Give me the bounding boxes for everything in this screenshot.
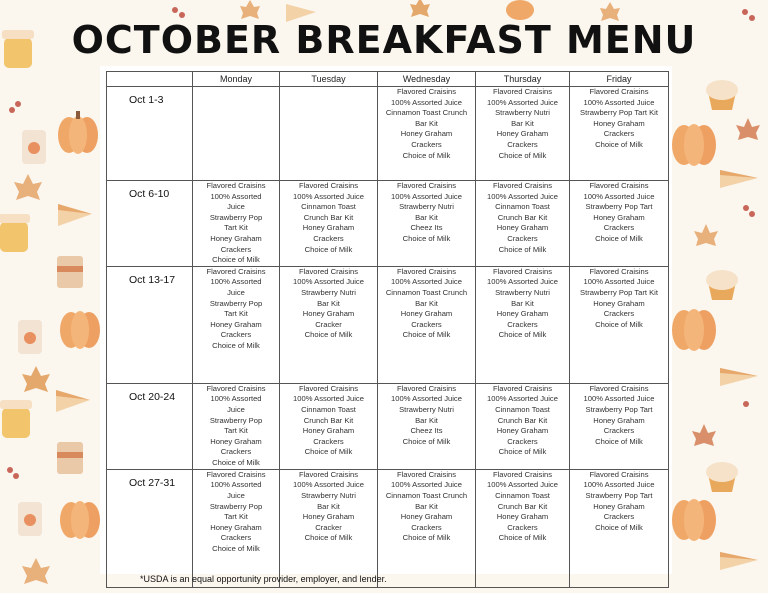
menu-item: Crackers: [411, 522, 442, 532]
day-header: Wednesday: [378, 72, 476, 87]
menu-item: Honey Graham: [496, 309, 549, 319]
honey-jar-icon: [0, 400, 32, 438]
menu-item: Cinnamon Toast: [495, 202, 550, 212]
maple-leaf-icon: [240, 0, 260, 19]
menu-item: 100% Assorted Juice: [583, 480, 655, 490]
menu-cell: [378, 87, 476, 181]
menu-item: Crunch Bar Kit: [497, 501, 548, 511]
menu-item: Honey Graham: [593, 415, 645, 425]
menu-item: Strawberry Pop Tart: [585, 404, 653, 414]
pie-slice-icon: [58, 204, 92, 226]
day-header: Tuesday: [280, 72, 378, 87]
menu-item: Crackers: [313, 436, 344, 446]
menu-cell: [193, 87, 280, 181]
menu-item: Tart Kit: [224, 309, 248, 319]
menu-item: Choice of Milk: [304, 330, 353, 340]
menu-cell: [280, 469, 378, 587]
menu-item: 100% Assorted Juice: [293, 191, 364, 201]
menu-item: Crackers: [507, 139, 538, 149]
muffin-icon: [706, 462, 738, 492]
menu-item: Flavored Craisins: [396, 87, 457, 96]
menu-item: Strawberry Nutri: [301, 490, 356, 500]
menu-cell: [476, 469, 570, 587]
menu-item: Choice of Milk: [402, 233, 451, 243]
menu-cell: [280, 181, 378, 267]
page-title: OCTOBER BREAKFAST MENU: [71, 18, 697, 62]
menu-item: Juice: [227, 490, 245, 500]
left-decorations: [0, 30, 100, 584]
menu-item: Crackers: [507, 436, 538, 446]
menu-item: Flavored Craisins: [206, 383, 266, 393]
berry-icon: [172, 7, 178, 13]
menu-item: Honey Graham: [400, 512, 453, 522]
menu-item: Choice of Milk: [304, 244, 353, 254]
mug-icon: [57, 256, 83, 288]
menu-item: Tart Kit: [224, 512, 248, 522]
menu-item: Flavored Craisins: [589, 266, 649, 276]
menu-item: Flavored Craisins: [492, 266, 553, 276]
week-label: Oct 1-3: [107, 87, 193, 181]
menu-item: Cinnamon Toast: [495, 490, 550, 500]
menu-item: Strawberry Pop Tart Kit: [580, 287, 658, 297]
menu-item: Flavored Craisins: [492, 383, 553, 393]
menu-cell: [280, 87, 378, 181]
menu-item: Flavored Craisins: [396, 181, 457, 190]
menu-item: Strawberry Pop Tart Kit: [580, 108, 658, 118]
menu-item: Honey Graham: [302, 223, 355, 233]
week-row: [107, 383, 669, 469]
menu-cell: [476, 266, 570, 383]
menu-item: 100% Assorted Juice: [391, 191, 462, 201]
berry-icon: [7, 467, 13, 473]
menu-cell: [193, 266, 280, 383]
menu-cell: [378, 383, 476, 469]
menu-item: Flavored Craisins: [396, 383, 457, 393]
menu-item: Honey Graham: [400, 129, 453, 139]
menu-item: Strawberry Pop: [209, 415, 263, 425]
menu-item: Juice: [227, 287, 245, 297]
menu-cell: [193, 181, 280, 267]
menu-item: Choice of Milk: [212, 543, 260, 553]
honey-jar-icon: [0, 214, 30, 252]
menu-item: Bar Kit: [415, 118, 438, 128]
maple-leaf-icon: [14, 174, 42, 200]
menu-item: 100% Assorted Juice: [583, 394, 655, 404]
menu-item: Cheez Its: [410, 223, 443, 233]
pumpkin-icon: [672, 499, 716, 541]
menu-item: Honey Graham: [302, 309, 355, 319]
mug-icon: [57, 442, 83, 474]
menu-item: Bar Kit: [511, 118, 534, 128]
menu-item: Honey Graham: [593, 212, 645, 222]
menu-item: Crackers: [603, 426, 635, 436]
pumpkin-icon: [672, 309, 716, 351]
menu-cell: [280, 383, 378, 469]
week-row: [107, 87, 669, 181]
menu-item: Choice of Milk: [498, 244, 547, 254]
menu-item: 100% Assorted Juice: [487, 191, 558, 201]
menu-item: Strawberry Nutri: [495, 108, 550, 118]
menu-item: Cinnamon Toast Crunch: [385, 287, 468, 297]
menu-item: Crackers: [507, 319, 538, 329]
menu-item: Strawberry Pop Tart: [585, 490, 653, 500]
menu-item: Crackers: [603, 512, 635, 522]
menu-item: 100% Assorted: [210, 394, 262, 404]
pumpkin-icon: [60, 501, 100, 539]
menu-item: Cinnamon Toast: [495, 404, 550, 414]
menu-item: Cinnamon Toast Crunch: [385, 490, 468, 500]
week-row: [107, 181, 669, 267]
menu-item: Honey Graham: [302, 512, 355, 522]
corner-cell: [107, 72, 193, 87]
menu-item: Honey Graham: [593, 298, 645, 308]
berry-icon: [9, 107, 15, 113]
maple-leaf-icon: [22, 558, 50, 584]
menu-item: 100% Assorted Juice: [293, 480, 364, 490]
menu-cell: [378, 266, 476, 383]
menu-item: Flavored Craisins: [492, 469, 553, 479]
menu-item: Crunch Bar Kit: [497, 212, 548, 222]
menu-cell: [570, 469, 669, 587]
menu-item: Honey Graham: [302, 426, 355, 436]
menu-item: Choice of Milk: [595, 139, 643, 149]
menu-item: Tart Kit: [224, 426, 248, 436]
menu-item: Choice of Milk: [402, 436, 451, 446]
menu-cell: [280, 266, 378, 383]
pumpkin-icon: [672, 124, 716, 166]
menu-item: 100% Assorted Juice: [293, 394, 364, 404]
menu-cell: [193, 383, 280, 469]
menu-item: Flavored Craisins: [492, 181, 553, 190]
menu-item: Flavored Craisins: [396, 469, 457, 479]
menu-item: Honey Graham: [496, 129, 549, 139]
day-header: Thursday: [476, 72, 570, 87]
menu-item: Bar Kit: [415, 298, 438, 308]
menu-item: 100% Assorted Juice: [583, 97, 655, 107]
menu-item: Choice of Milk: [595, 436, 643, 446]
menu-cell: [378, 469, 476, 587]
menu-item: Juice: [227, 404, 245, 414]
menu-item: Cracker: [315, 522, 342, 532]
menu-cell: [476, 181, 570, 267]
berry-icon: [742, 9, 748, 15]
menu-item: Flavored Craisins: [589, 181, 649, 190]
week-row: [107, 266, 669, 383]
menu-item: Choice of Milk: [402, 330, 451, 340]
menu-item: Crackers: [603, 129, 635, 139]
muffin-icon: [706, 80, 738, 110]
menu-item: Honey Graham: [496, 426, 549, 436]
week-label: Oct 20-24: [107, 383, 193, 469]
maple-leaf-icon: [736, 118, 760, 140]
usda-footer-note: *USDA is an equal opportunity provider, employer, and lender.: [140, 574, 387, 584]
menu-body: [107, 87, 669, 588]
menu-item: 100% Assorted Juice: [487, 394, 558, 404]
menu-cell: [570, 87, 669, 181]
coffee-cup-icon: [22, 130, 46, 164]
maple-leaf-icon: [410, 0, 430, 17]
menu-item: Cheez Its: [410, 426, 443, 436]
menu-cell: [570, 383, 669, 469]
pie-slice-icon: [720, 552, 758, 570]
menu-item: Crunch Bar Kit: [303, 212, 354, 222]
menu-item: Honey Graham: [400, 309, 453, 319]
menu-item: Crunch Bar Kit: [497, 415, 548, 425]
maple-leaf-icon: [694, 224, 718, 246]
week-label: Oct 27-31: [107, 469, 193, 587]
menu-item: Strawberry Nutri: [301, 287, 356, 297]
maple-leaf-icon: [692, 424, 716, 446]
menu-item: 100% Assorted Juice: [583, 277, 655, 287]
menu-item: Crackers: [313, 233, 344, 243]
pie-slice-icon: [720, 170, 758, 188]
right-decorations: [672, 80, 760, 570]
menu-item: Bar Kit: [415, 212, 438, 222]
menu-item: Cracker: [315, 319, 342, 329]
menu-item: Choice of Milk: [498, 533, 547, 543]
menu-item: Choice of Milk: [498, 150, 547, 160]
menu-item: Cinnamon Toast: [301, 202, 356, 212]
pie-slice-icon: [720, 368, 758, 386]
berry-icon: [15, 101, 21, 107]
coffee-cup-icon: [18, 320, 42, 354]
menu-item: 100% Assorted Juice: [391, 394, 462, 404]
menu-item: Crackers: [411, 319, 442, 329]
berry-icon: [743, 205, 749, 211]
menu-item: Bar Kit: [511, 298, 534, 308]
menu-item: Choice of Milk: [498, 447, 547, 457]
menu-item: Choice of Milk: [595, 319, 643, 329]
menu-item: 100% Assorted Juice: [391, 480, 462, 490]
menu-item: Honey Graham: [210, 233, 262, 243]
pumpkin-icon: [60, 311, 100, 349]
menu-item: Tart Kit: [224, 223, 248, 233]
menu-item: Choice of Milk: [595, 522, 643, 532]
menu-cell: [570, 181, 669, 267]
menu-item: Choice of Milk: [595, 233, 643, 243]
menu-item: Strawberry Pop: [209, 212, 263, 222]
menu-item: Strawberry Nutri: [399, 404, 454, 414]
menu-item: Bar Kit: [415, 501, 438, 511]
header-row: [107, 72, 669, 87]
menu-item: Honey Graham: [593, 501, 645, 511]
menu-item: Crackers: [603, 309, 635, 319]
day-header: Monday: [193, 72, 280, 87]
menu-item: 100% Assorted: [210, 191, 262, 201]
menu-item: Flavored Craisins: [396, 266, 457, 276]
week-row: [107, 469, 669, 587]
menu-item: Crackers: [507, 522, 538, 532]
berry-icon: [749, 211, 755, 217]
menu-item: 100% Assorted Juice: [391, 277, 462, 287]
menu-item: Strawberry Pop: [209, 501, 263, 511]
menu-item: Flavored Craisins: [589, 383, 649, 393]
berry-icon: [743, 401, 749, 407]
menu-item: Flavored Craisins: [589, 87, 649, 96]
week-label: Oct 6-10: [107, 181, 193, 267]
menu-item: Choice of Milk: [304, 447, 353, 457]
day-header: Friday: [570, 72, 669, 87]
pie-slice-icon: [56, 390, 90, 412]
menu-item: Cinnamon Toast Crunch: [385, 108, 468, 118]
menu-item: Choice of Milk: [402, 150, 451, 160]
menu-table: [106, 71, 669, 588]
menu-item: Strawberry Pop: [209, 298, 263, 308]
coffee-cup-icon: [18, 502, 42, 536]
menu-item: Strawberry Pop Tart: [585, 202, 653, 212]
menu-item: Strawberry Nutri: [495, 287, 550, 297]
menu-item: Crackers: [220, 244, 252, 254]
menu-item: Flavored Craisins: [206, 181, 266, 190]
menu-item: Honey Graham: [210, 522, 262, 532]
menu-item: Cinnamon Toast: [301, 404, 356, 414]
menu-cell: [476, 87, 570, 181]
menu-item: Crackers: [220, 447, 252, 457]
menu-item: Bar Kit: [317, 501, 340, 511]
menu-item: Flavored Craisins: [492, 87, 553, 96]
menu-item: 100% Assorted Juice: [487, 277, 558, 287]
menu-item: Flavored Craisins: [298, 383, 359, 393]
pumpkin-icon: [506, 0, 534, 20]
menu-item: Crackers: [220, 533, 252, 543]
menu-cell: [378, 181, 476, 267]
menu-item: Flavored Craisins: [206, 469, 266, 479]
menu-item: 100% Assorted Juice: [583, 191, 655, 201]
menu-cell: [570, 266, 669, 383]
menu-item: 100% Assorted Juice: [487, 480, 558, 490]
berry-icon: [13, 473, 19, 479]
muffin-icon: [706, 270, 738, 300]
menu-item: Strawberry Nutri: [399, 202, 454, 212]
menu-item: Flavored Craisins: [298, 266, 359, 276]
menu-item: Crunch Bar Kit: [303, 415, 354, 425]
menu-item: Flavored Craisins: [206, 266, 266, 276]
pumpkin-icon: [58, 111, 98, 154]
menu-item: Choice of Milk: [498, 330, 547, 340]
menu-item: Flavored Craisins: [589, 469, 649, 479]
menu-item: Choice of Milk: [212, 255, 260, 265]
menu-item: Bar Kit: [317, 298, 340, 308]
menu-item: Honey Graham: [496, 223, 549, 233]
menu-item: Flavored Craisins: [298, 181, 359, 190]
menu-item: Juice: [227, 202, 245, 212]
menu-item: 100% Assorted: [210, 480, 262, 490]
menu-cell: [476, 383, 570, 469]
menu-item: Crackers: [220, 330, 252, 340]
menu-item: Honey Graham: [210, 436, 262, 446]
menu-item: Honey Graham: [593, 118, 645, 128]
menu-item: Honey Graham: [496, 512, 549, 522]
menu-item: Crackers: [411, 139, 442, 149]
menu-item: 100% Assorted Juice: [391, 97, 462, 107]
menu-item: Choice of Milk: [212, 457, 260, 467]
menu-item: Crackers: [507, 233, 538, 243]
menu-item: 100% Assorted Juice: [293, 277, 364, 287]
menu-cell: [193, 469, 280, 587]
menu-item: Honey Graham: [210, 319, 262, 329]
menu-item: 100% Assorted Juice: [487, 97, 558, 107]
week-label: Oct 13-17: [107, 266, 193, 383]
menu-item: Crackers: [603, 223, 635, 233]
menu-item: Choice of Milk: [212, 340, 260, 350]
menu-item: Choice of Milk: [402, 533, 451, 543]
menu-item: Choice of Milk: [304, 533, 353, 543]
maple-leaf-icon: [22, 366, 50, 392]
menu-item: 100% Assorted: [210, 277, 262, 287]
menu-item: Flavored Craisins: [298, 469, 359, 479]
menu-item: Bar Kit: [415, 415, 438, 425]
